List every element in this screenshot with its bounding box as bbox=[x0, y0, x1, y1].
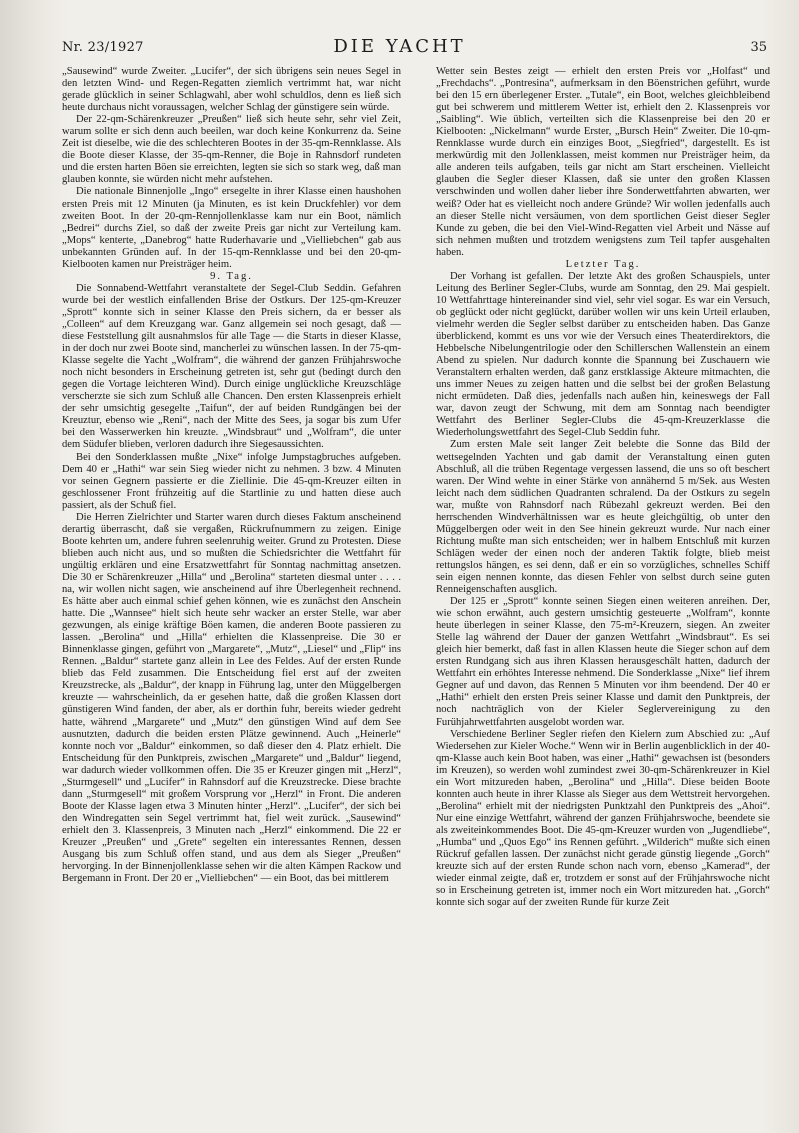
paragraph: Zum ersten Male seit langer Zeit belebte die Sonne das Bild der wettsegelnden Yachten und gab damit der Veranstaltung einen guten Abschluß, all die trüben Regentage vergessen lassend, die uns so oft beschert waren. Der Wind wehte in einer Stärke von annähernd 5 m/Sek. aus Westen leicht nach dem südlichen Quadranten schralend. Da der Ostkurs zu segeln war, mußte von Rahnsdorf nach Rübezahl gekreuzt werden. Bei den herrschenden Windverhältnissen war es heute gleichgültig, ob unter den Müggelbergen oder weit in den See hinein gekreuzt wurde. Nur nach einer Richtung mußte man sich entscheiden; wer in halbem Entschluß mit kurzen Schlägen weder der einen noch der anderen Taktik folgte, blieb meist rettungslos hängen, es sei denn, daß er ein so vorzügliches, schnelles Schiff sein eigen nennen konnte, das diesen Fehler von selbst durch seine guten Renneigenschaften ausglich. bbox=[436, 439, 770, 596]
paragraph: Die Sonnabend-Wettfahrt veranstaltete der Segel-Club Seddin. Gefahren wurde bei der westlich einfallenden Brise der Ostkurs. Der 125-qm-Kreuzer „Sprott“ konnte sich in seiner Klasse den Preis sichern, da er besser als „Colleen“ auf dem Kreuzgang war. Ganz allgemein sei noch gesagt, daß — diese Feststellung gilt ausnahmslos für alle Tage — die Starts in dieser Klasse, in der doch nur zwei Boote sind, mancherlei zu wünschen lassen. In der 75-qm-Klasse segelte die Yacht „Wolfram“, die während der ganzen Frühjahrswoche noch nicht besonders in Erscheinung getreten ist, sehr gut (bedingt durch den gegen die Vortage leichteren Wind). Durch einige unglückliche Kreuzschläge verscherzte sie sich zum Schluß alle Chancen. Den ersten Klassenpreis erhielt der sehr umsichtig gesegelte „Taifun“, der auf beiden Rundgängen bei der Kreuztur, ebenso wie „Reni“, nach der Mitte des Sees, ja sogar bis zum Ufer bei den Wasserwerken hin kreuzte. „Windsbraut“ und „Wolfram“, die unter dem Südufer blieben, verloren dadurch ihre Siegesaussichten. bbox=[62, 282, 401, 451]
section-heading: Letzter Tag. bbox=[565, 258, 641, 270]
paragraph: Der 22-qm-Schärenkreuzer „Preußen“ ließ sich heute sehr, sehr viel Zeit, warum sollte er sich denn auch beeilen, war doch keine Konkurrenz da. Seine Zeit ist dieselbe, wie die des schlechteren Bootes in der 35-qm-Rennklasse. Als die Boote dieser Klasse, der 35-qm-Renner, die Boje in Rahnsdorf rundeten und die ersten harten Böen sie erreichten, legten sie sich so stark weg, daß man glauben konnte, sie würden nicht mehr aufstehen. bbox=[62, 114, 401, 186]
paragraph: Der Vorhang ist gefallen. Der letzte Akt des großen Schauspiels, unter Leitung des Berliner Segler-Clubs, wurde am Sonntag, den 29. Mai gespielt. 10 Wettfahrttage hintereinander sind viel, sehr viel sogar. Es war ein Versuch, ob geglückt oder nicht geglückt, darüber wollen wir uns kein Urteil erlauben, vielmehr werden die Segler selbst darüber zu entscheiden haben. Das Ganze überblickend, kommt es uns vor wie der Versuch eines Theaterdirektors, die Hebbelsche Nibelungentrilogie oder den Schillerschen Wallenstein an einem Abend zu spielen. Nur dadurch konnte die Spannung bei Zuschauern wie Veranstaltern erhalten werden, daß ganz erstklassige Akteure mitmachten, die uns immer Neues zu zeigen hatten und die selbst bei der großen Belastung nicht ermüdeten. Daß dies, jedenfalls nach außen hin, keineswegs der Fall war, davon zeugt der Schwung, mit dem am Sonntag nach beendigter Wettfahrt des Berliner Segler-Clubs die 45-qm-Kreuzerklasse die Wiederholungswettfahrt des Segel-Club Seddin fuhr. bbox=[436, 270, 770, 439]
page-number: 35 bbox=[750, 40, 767, 55]
paragraph: „Sausewind“ wurde Zweiter. „Lucifer“, der sich übrigens sein neues Segel in den letzten Wind- und Regen-Regatten ziemlich vertrimmt hat, war nicht gerade glücklich in seiner Schlagwahl, aber wohl schuldlos, denn es ließ sich heute durchaus nicht voraussagen, welcher Schlag der günstigere sein würde. bbox=[62, 66, 401, 114]
paragraph: Bei den Sonderklassen mußte „Nixe“ infolge Jumpstagbruches aufgeben. Dem 40 er „Hathi“ war sein Sieg wieder nicht zu nehmen. 3 bzw. 4 Minuten vor seinen Gegnern passierte er die Ziellinie. Die 45-qm-Kreuzer eilten in geschlossener Front frühzeitig auf die Startlinie zu und hatten diese auch passiert, als der Schuß fiel. bbox=[62, 451, 401, 511]
section-heading: 9. Tag. bbox=[210, 270, 253, 282]
magazine-title: DIE YACHT bbox=[333, 36, 466, 57]
paragraph: Verschiedene Berliner Segler riefen den Kielern zum Abschied zu: „Auf Wiedersehen zur Kieler Woche.“ Wenn wir in Berlin augenblicklich in der 40-qm-Klasse auch kein Boot haben, was einer „Hathi“ gewachsen ist (besonders im Kreuzen), so werden wohl zumindest zwei 30-qm-Schärenkreuzer in Kiel ein Wort mitzureden haben, „Berolina“ und „Hilla“. Diese beiden Boote konnten auch heute in ihrer Klasse als Sieger aus dem Wettstreit hervorgehen. „Berolina“ erhielt mit der niedrigsten Punktzahl den Punktpreis des „Ahoi“. Nur eine einzige Wettfahrt, während der ganzen Frühjahrswoche, beendete sie als zweiteinkommendes Boot. Die 45-qm-Kreuzer wurden von „Jugendliebe“, „Humba“ und „Quos Ego“ ins Rennen geführt. „Wilderich“ mußte sich einen Rückruf gefallen lassen. Der zunächst nicht gerade günstig liegende „Gorch“ kreuzte sich auf der ersten Runde schon nach vorn, ebenso „Kamerad“, der wieder einmal zeigte, daß er, trotzdem er sonst auf der Frühjahrswoche nicht so in Erscheinung getreten ist, immer noch ein Wort mitzureden hat. „Gorch“ konnte sich sogar auf der zweiten Runde für kurze Zeit bbox=[436, 728, 770, 909]
paragraph: Die nationale Binnenjolle „Ingo“ ersegelte in ihrer Klasse einen haushohen ersten Preis mit 12 Minuten (ja Minuten, es ist kein Druckfehler) vor dem zweiten Boot. In der 20-qm-Rennjollenklasse kam nur ein Boot, nämlich „Bedrei“ durchs Ziel, so daß der zweite Preis gar nicht zur Verteilung kam. „Mops“ kenterte, „Danebrog“ hatte Ruderhavarie und „Vielliebchen“ gab aus unbekannten Gründen auf. In der 15-qm-Rennklasse und bei den 20-qm-Kielbooten kamen nur Preisträger heim. bbox=[62, 186, 401, 270]
left-column bbox=[62, 66, 401, 1106]
issue-number: Nr. 23/1927 bbox=[62, 40, 144, 55]
paragraph: Die Herren Zielrichter und Starter waren durch dieses Faktum anscheinend derartig überrascht, daß sie vergaßen, Rückrufnummern zu zeigen. Einige Boote kehrten um, andere fuhren seelenruhig weiter. Grund zu Protesten. Diese blieben auch nicht aus, und so mußten die Schiedsrichter die Wettfahrt für ungültig erklären und eine Ersatzwettfahrt für Sonntag nachmittag ansetzen. Die 30 er Schärenkreuzer „Hilla“ und „Berolina“ starteten diesmal unter . . . . na, wir wollen nicht sagen, wie anscheinend auf ihre Überlegenheit rechnend. Es hätte aber auch einmal schief gehen können, wie es zunächst den Anschein hatte. Die „Wannsee“ hielt sich heute sehr wacker an erster Stelle, war aber gezwungen, als einige kräftige Böen kamen, die anderen Boote passieren zu lassen. „Berolina“ und „Hilla“ erhielten die Klassenpreise. Die 30 er Binnenklasse gingen, geführt von „Margarete“, „Mutz“, „Liesel“ und „Flip“ ins Rennen. „Baldur“ startete ganz allein in Lee des Feldes. Auf der ersten Runde blieb das Feld zusammen. Die Entscheidung fiel erst auf der zweiten Kreuzstrecke, als „Baldur“, der knapp in Führung lag, unter den Müggelbergen kreuzte — wahrscheinlich, da er gesehen hatte, daß die großen Klassen dort günstigeren Wind fanden, der aber, als er dorthin fuhr, bereits wieder gedreht hatte, während „Margarete“ und „Mutz“ den günstigen Wind auf dem See ausnutzten, dadurch die beiden ersten Plätze gewinnend. Auch „Heinerle“ konnte noch vor „Baldur“ einkommen, so daß dieser den 4. Platz erhielt. Die Entscheidung für den Punktpreis, zwischen „Margarete“ und „Baldur“ liegend, war dadurch wieder vollkommen offen. Die 35 er Kreuzer gingen mit „Herzl“, „Sturmgesell“ und „Lucifer“ in Rahnsdorf auf die Kreuzstrecke. Diese brachte dann „Sturmgesell“ mit großem Vorsprung vor „Herzl“ in Front. Die anderen Boote der Klasse lagen etwa 3 Minuten hinter „Herzl“. „Lucifer“, der sich bei den Windregatten sein Segel vertrimmt hat, fiel weit zurück. „Sausewind“ erhielt den 3. Klassenpreis, 3 Minuten nach „Herzl“ einkommend. Die 22 er Kreuzer „Preußen“ und „Grete“ segelten ein interessantes Rennen, dessen Ausgang bis zum Schluß offen stand, und aus dem als Sieger „Preußen“ hervorging. In der Binnenjollenklasse sehen wir die alten Kämpen Rackow und Bergemann in Front. Der 20 er „Vielliebchen“ — ein Boot, das bei mittlerem bbox=[62, 511, 401, 885]
paragraph: Der 125 er „Sprott“ konnte seinen Siegen einen weiteren anreihen. Der, wie schon erwähnt, auch gestern umsichtig gesteuerte „Wolfram“, konnte heute überlegen in seiner Klasse, den 75-m²-Kreuzern, siegen. An zweiter Stelle lag während der Dauer der ganzen Wettfahrt „Windsbraut“. Es sei gleich hier bemerkt, daß fast in allen Klassen heute die Sieger schon auf dem ersten Rundgang sich aus ihren Klassen herausgeschält hatten, dadurch der Wettfahrt ein erhöhtes Interesse nehmend. Die Sonderklasse „Nixe“ lief ihrem Gegner auf und davon, das Rennen 5 Minuten vor ihm beendend. Der 40 er „Hathi“ erhielt den ersten Preis seiner Klasse und damit den Punktpreis, der noch nachträglich von der Kieler Seglervereinigung zu den Furühjahrwettfahrten ausgelobt worden war. bbox=[436, 596, 770, 728]
paragraph: Wetter sein Bestes zeigt — erhielt den ersten Preis vor „Holfast“ und „Frechdachs“. „Pontresina“, aufmerksam in den Böenstrichen geführt, wurde bei den 15 ern überlegener Erster. „Tutale“, ein Boot, welches gleichbleibend gut bei schwerem und mittlerem Wetter ist, erhielt den 2. Klassenpreis vor „Saibling“. Wie üblich, verteilten sich die Klassenpreise bei den 20 er Kielbooten: „Nickelmann“ wurde Erster, „Bursch Hein“ Zweiter. Die 10-qm-Rennklasse wurde durch ein einziges Boot, „Siegfried“, dargestellt. Es ist merkwürdig mit den Jollenklassen, meist kommen nur Preisträger heim, da alle anderen teils aufgaben, teils gar nicht am Start erscheinen. Vielleicht glauben die Segler dieser Klassen, daß sie unter den großen Klassen verschwinden und wollen daher lieber ihre Sonderwettfahrten abwarten, wer weiß? Oder hat es vielleicht noch andere Gründe? Wir wollen jedenfalls auch an dieser Stelle nicht versäumen, von dem sportlichen Geist dieser Segler Kunde zu geben, die bei den Viel-Wind-Regatten viel Arbeit und Nässe auf sich nehmen mußten und trotzdem wenigstens zum Teil tapfer ausgehalten haben. bbox=[436, 66, 770, 258]
right-column bbox=[436, 66, 770, 1106]
